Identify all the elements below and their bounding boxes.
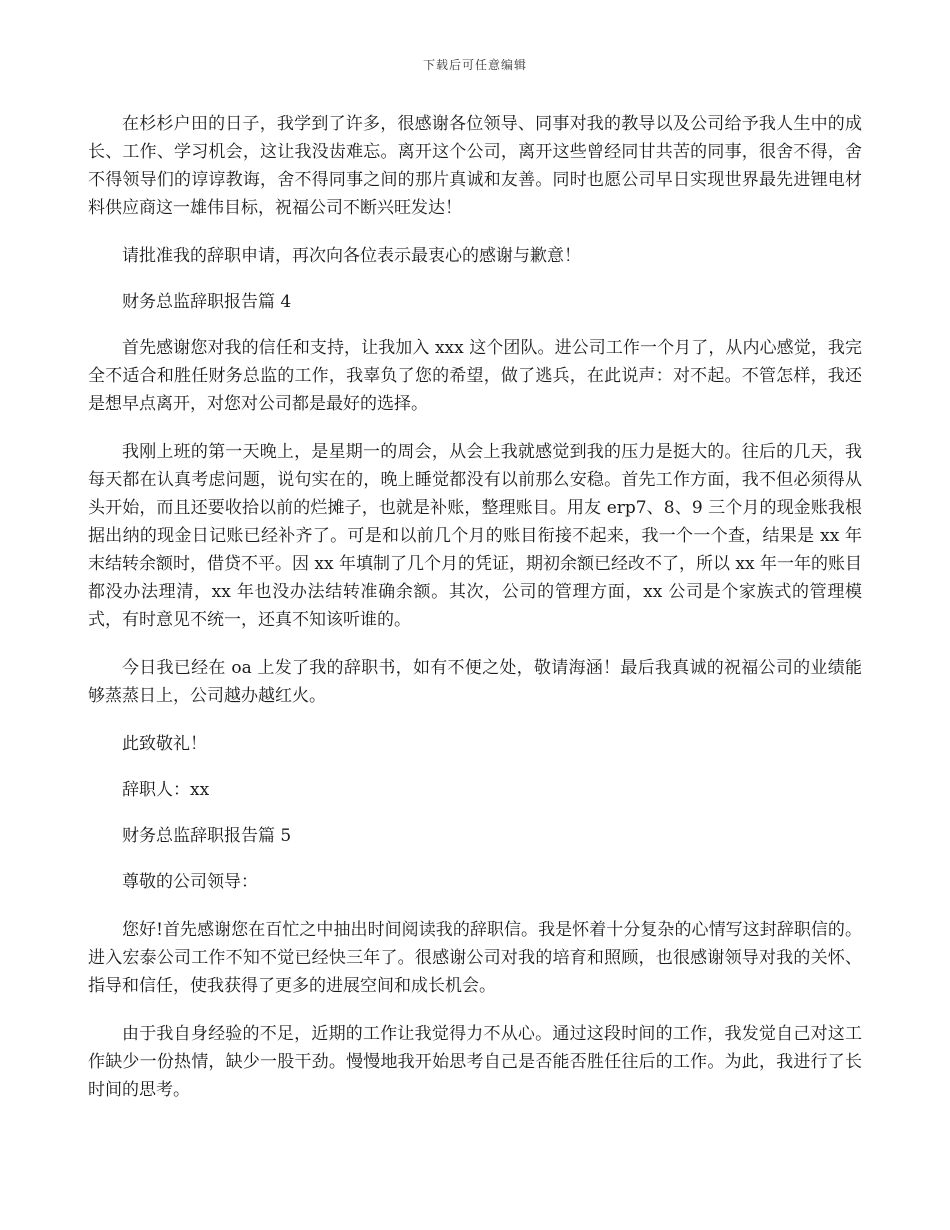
page-header: 下载后可任意编辑	[422, 58, 527, 72]
closing-salute: 此致敬礼！	[122, 734, 207, 754]
section-heading-4: 财务总监辞职报告篇 4	[122, 292, 292, 312]
paragraph-request-approval: 请批准我的辞职申请，再次向各位表示最衷心的感谢与歉意！	[122, 246, 581, 266]
paragraph-first-day: 我刚上班的第一天晚上，是星期一的周会，从会上我就感觉到我的压力是挺大的。往后的几天，我每天都在认真考虑问题，说句实在的，晚上睡觉都没有以前那么安稳。首先工作方面，我不但必须得从头开始，而且还要收拾以前的烂摊子，也就是补账，整理账目。用友 erp7、8、9 三个月的现金账我根据出纳的现金日记账已经补齐了。可是和以前几个月的账目衔接不起来，我一个一个查，结果是 xx 年末结转余额时，借贷不平。因 xx 年填制了几个月的凭证，期初余额已经改不了，所以 xx 年一年的账目都没办法理清，xx 年也没办法结转准确余额。其次，公司的管理方面，xx 公司是个家族式的管理模式，有时意见不统一，还真不知该听谁的。	[88, 442, 862, 630]
paragraph-thanks-trust: 首先感谢您对我的信任和支持，让我加入 xxx 这个团队。进公司工作一个月了，从内心感觉，我完全不适合和胜任财务总监的工作，我辜负了您的希望，做了逃兵，在此说声：对不起。不管怎样，我还是想早点离开，对您对公司都是最好的选择。	[88, 338, 862, 414]
salutation: 尊敬的公司领导：	[122, 872, 258, 892]
paragraph-gratitude: 在杉杉户田的日子，我学到了许多，很感谢各位领导、同事对我的教导以及公司给予我人生中的成长、工作、学习机会，这让我没齿难忘。离开这个公司，离开这些曾经同甘共苦的同事，很舍不得，舍不得领导们的谆谆教诲，舍不得同事之间的那片真诚和友善。同时也愿公司早日实现世界最先进锂电材料供应商这一雄伟目标，祝福公司不断兴旺发达！	[88, 114, 862, 218]
document-body	[88, 110, 862, 1124]
paragraph-reason: 由于我自身经验的不足，近期的工作让我觉得力不从心。通过这段时间的工作，我发觉自己对这工作缺少一份热情，缺少一股干劲。慢慢地我开始思考自己是否能否胜任往后的工作。为此，我进行了长时间的思考。	[88, 1024, 862, 1100]
paragraph-resignation-posted: 今日我已经在 oa 上发了我的辞职书，如有不便之处，敬请海涵！最后我真诚的祝福公司的业绩能够蒸蒸日上，公司越办越红火。	[88, 658, 862, 706]
signature-line: 辞职人：xx	[122, 780, 210, 800]
section-heading-5: 财务总监辞职报告篇 5	[122, 826, 292, 846]
paragraph-greeting: 您好!首先感谢您在百忙之中抽出时间阅读我的辞职信。我是怀着十分复杂的心情写这封辞职信的。进入宏泰公司工作不知不觉已经快三年了。很感谢公司对我的培育和照顾，也很感谢领导对我的关怀、指导和信任，使我获得了更多的进展空间和成长机会。	[88, 920, 862, 996]
